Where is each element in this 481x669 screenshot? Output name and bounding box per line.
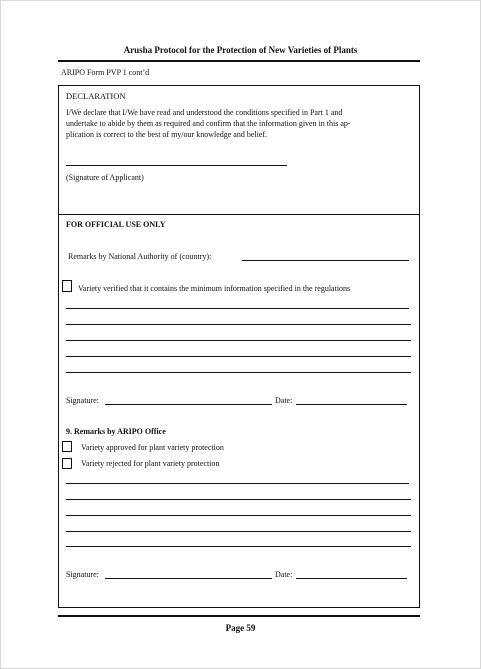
aripo-signature-field[interactable] <box>105 578 272 579</box>
variety-verified-label: Variety verified that it contains the minimum information specified in the regulations <box>78 284 351 293</box>
aripo-signature-label: Signature: <box>66 570 99 579</box>
national-remarks-label: Remarks by National Authority of (country): <box>68 252 212 261</box>
aripo-remarks-line-3[interactable] <box>66 515 411 516</box>
applicant-signature-field[interactable] <box>66 165 287 166</box>
remarks-line-3[interactable] <box>66 340 411 341</box>
header-rule <box>58 60 420 62</box>
country-field[interactable] <box>242 260 409 261</box>
section-divider <box>58 214 420 215</box>
aripo-remarks-line-5[interactable] <box>66 546 411 547</box>
aripo-remarks-line-4[interactable] <box>66 531 411 532</box>
remarks-line-1[interactable] <box>66 308 409 309</box>
declaration-text-line-1: I/We declare that I/We have read and understood the conditions specified in Part 1 and <box>66 108 343 117</box>
official-date-field[interactable] <box>296 404 407 405</box>
document-title: Arusha Protocol for the Protection of New Varieties of Plants <box>123 45 358 55</box>
variety-rejected-checkbox[interactable] <box>62 458 72 469</box>
aripo-date-label: Date: <box>275 570 293 579</box>
remarks-line-5[interactable] <box>66 372 411 373</box>
form-reference: ARIPO Form PVP 1 cont’d <box>61 68 150 77</box>
variety-rejected-label: Variety rejected for plant variety protection <box>81 459 220 468</box>
official-signature-field[interactable] <box>105 404 272 405</box>
variety-approved-label: Variety approved for plant variety protection <box>81 443 224 452</box>
footer-rule <box>58 615 420 617</box>
aripo-remarks-heading: 9. Remarks by ARIPO Office <box>66 427 166 436</box>
declaration-text-line-2: undertake to abide by them as required and confirm that the information given in this ap- <box>66 119 351 128</box>
official-signature-label: Signature: <box>66 396 99 405</box>
aripo-remarks-line-2[interactable] <box>66 499 411 500</box>
declaration-text-line-3: plication is correct to the best of my/our knowledge and belief. <box>66 130 268 139</box>
variety-verified-checkbox[interactable] <box>62 280 72 292</box>
declaration-heading: DECLARATION <box>66 91 126 101</box>
official-use-heading: FOR OFFICIAL USE ONLY <box>66 220 166 229</box>
remarks-line-2[interactable] <box>66 324 411 325</box>
page-number: Page 59 <box>225 623 256 633</box>
remarks-line-4[interactable] <box>66 356 411 357</box>
applicant-signature-caption: (Signature of Applicant) <box>66 173 144 182</box>
variety-approved-checkbox[interactable] <box>62 441 72 452</box>
form-box <box>58 85 420 608</box>
official-date-label: Date: <box>275 396 293 405</box>
aripo-remarks-line-1[interactable] <box>66 483 409 484</box>
aripo-date-field[interactable] <box>296 578 407 579</box>
